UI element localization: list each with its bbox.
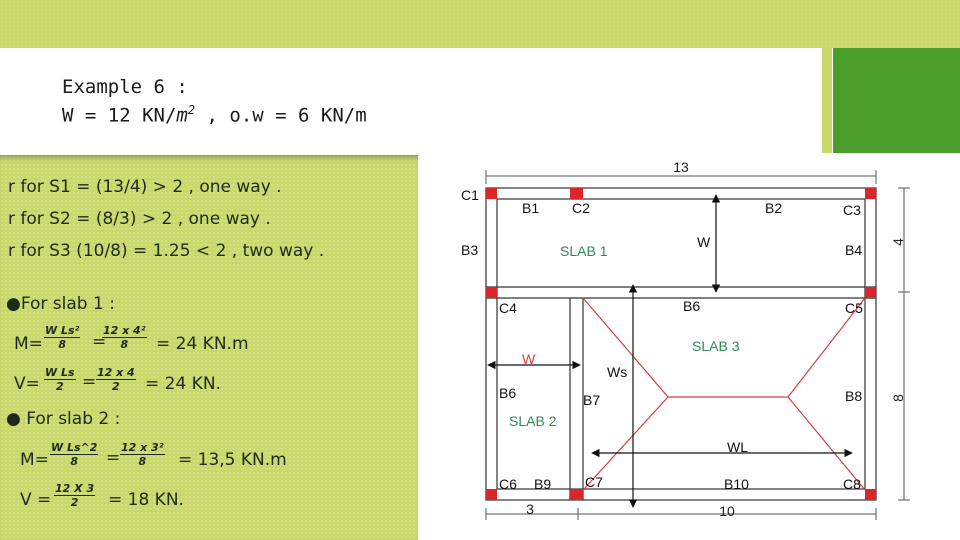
column-c8 xyxy=(865,489,876,500)
slab2-heading: ● For slab 2 : xyxy=(6,409,121,429)
label-c6: C6 xyxy=(499,476,517,492)
ratio-s3: r for S3 (10/8) = 1.25 < 2 , two way . xyxy=(8,241,325,261)
label-ws: Ws xyxy=(607,364,628,380)
v1-label: V= xyxy=(14,374,40,394)
label-w-slab1: W xyxy=(697,234,711,250)
title-box xyxy=(0,48,822,155)
m2-eq: = xyxy=(106,448,121,468)
dim-label-right-upper: 4 xyxy=(890,238,906,246)
dim-label-bottom-right: 10 xyxy=(719,503,735,519)
label-slab1: SLAB 1 xyxy=(560,243,608,259)
m2-result: = 13,5 KN.m xyxy=(178,450,287,470)
m1-f2-den: 8 xyxy=(120,338,129,351)
inner-beam-line xyxy=(497,199,865,489)
m2-label: M= xyxy=(20,450,49,470)
label-c2: C2 xyxy=(572,200,590,216)
decor-gap xyxy=(822,48,832,153)
label-b7: B7 xyxy=(583,392,601,408)
v1-f2-den: 2 xyxy=(112,380,120,393)
label-c7: C7 xyxy=(585,474,603,490)
v1-f1-num: W Ls xyxy=(45,366,75,379)
v1-fraction-1 xyxy=(44,366,76,393)
column-c7 xyxy=(570,489,583,500)
v1-result: = 24 KN. xyxy=(145,374,221,394)
label-b2: B2 xyxy=(765,200,783,216)
top-decor-band xyxy=(0,0,960,48)
label-c4: C4 xyxy=(499,300,517,316)
label-b10: B10 xyxy=(724,476,749,492)
label-b8: B8 xyxy=(845,388,863,404)
column-c5 xyxy=(865,287,876,298)
column-c2 xyxy=(570,188,583,199)
v2-f1-num: 12 X 3 xyxy=(55,482,95,495)
label-slab2: SLAB 2 xyxy=(509,413,557,429)
column-c4 xyxy=(486,287,497,298)
beam-labels xyxy=(461,200,862,492)
label-c5: C5 xyxy=(845,300,863,316)
green-accent-square xyxy=(833,48,960,153)
label-b9: B9 xyxy=(534,476,552,492)
m2-fraction-1 xyxy=(50,441,98,468)
m2-f2-num: 12 x 3² xyxy=(121,441,164,454)
label-b6-top: B6 xyxy=(683,298,701,314)
label-b4: B4 xyxy=(845,242,863,258)
v1-f2-num: 12 x 4 xyxy=(97,366,135,379)
label-c3: C3 xyxy=(843,202,861,218)
label-w-slab2: W xyxy=(522,351,536,367)
slide-title: Example 6 : xyxy=(62,76,188,98)
label-b1: B1 xyxy=(522,200,540,216)
label-b6-left: B6 xyxy=(499,385,517,401)
m1-f2-num: 12 x 4² xyxy=(103,324,146,337)
slab1-heading: ●For slab 1 : xyxy=(6,294,115,314)
m2-fraction-2 xyxy=(120,441,165,468)
m1-fraction-2 xyxy=(102,324,147,351)
m1-f1-num: W Ls² xyxy=(45,324,80,337)
label-c8: C8 xyxy=(843,476,861,492)
load-unit-base: m xyxy=(176,104,188,127)
v2-f1-den: 2 xyxy=(70,496,79,509)
ratio-s2: r for S2 = (8/3) > 2 , one way . xyxy=(8,209,271,229)
label-slab3: SLAB 3 xyxy=(692,338,740,354)
load-prefix: W = 12 KN/ xyxy=(62,104,177,127)
column-c3 xyxy=(865,188,876,199)
slab3-yield-lines xyxy=(583,298,865,490)
v1-f1-den: 2 xyxy=(55,380,64,393)
m2-f1-num: W Ls^2 xyxy=(51,441,98,454)
load-suffix: , o.w = 6 KN/m xyxy=(195,104,367,127)
floor-plan-diagram xyxy=(440,155,920,540)
column-c6 xyxy=(486,489,497,500)
label-c1: C1 xyxy=(461,187,479,203)
m2-f2-den: 8 xyxy=(138,455,147,468)
m1-label: M= xyxy=(14,334,43,354)
load-unit-exp: 2 xyxy=(187,103,196,117)
m1-eq: = xyxy=(92,332,107,352)
dim-label-top: 13 xyxy=(673,159,689,175)
label-b3: B3 xyxy=(461,242,479,258)
dim-label-bottom-left: 3 xyxy=(526,501,534,517)
v2-fraction-1 xyxy=(54,482,95,509)
column-c1 xyxy=(486,188,497,199)
m1-f1-den: 8 xyxy=(58,338,66,351)
ratio-s1: r for S1 = (13/4) > 2 , one way . xyxy=(8,177,282,197)
v2-result: = 18 KN. xyxy=(108,490,184,510)
label-wl: WL xyxy=(727,439,748,455)
v1-eq: = xyxy=(82,372,97,392)
v1-fraction-2 xyxy=(96,366,136,393)
slab-labels xyxy=(509,243,740,429)
v2-label: V = xyxy=(20,490,52,510)
column-labels xyxy=(461,187,863,492)
m1-result: = 24 KN.m xyxy=(156,334,249,354)
dim-label-right-lower: 8 xyxy=(890,394,906,402)
m1-fraction-1 xyxy=(44,324,80,351)
span-arrows xyxy=(488,195,852,507)
load-line xyxy=(62,103,367,126)
m2-f1-den: 8 xyxy=(70,455,79,468)
